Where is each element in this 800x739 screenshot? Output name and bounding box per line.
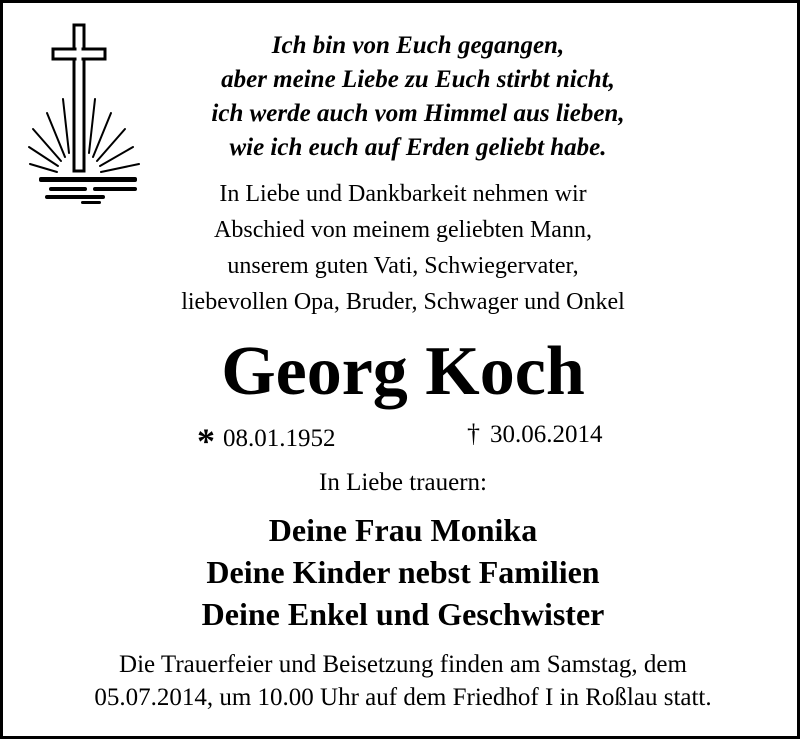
deceased-name: Georg Koch [221,333,585,410]
intro-line: In Liebe und Dankbarkeit nehmen wir [219,181,587,207]
mourners-heading: In Liebe trauern: [319,469,487,496]
birth-star-icon: * [197,421,215,461]
verse-line: aber meine Liebe zu Euch stirbt nicht, [221,66,615,93]
intro-line: unserem guten Vati, Schwiegervater, [227,253,579,279]
intro-text [3,176,800,320]
verse-line: ich werde auch vom Himmel aus lieben, [211,100,625,127]
mourner-line: Deine Frau Monika [268,512,538,548]
life-dates [3,417,800,461]
verse [153,29,683,165]
death-date [467,417,603,452]
verse-line: wie ich euch auf Erden geliebt habe. [229,134,607,161]
intro-line: Abschied von meinem geliebten Mann, [214,217,592,243]
intro-line: liebevollen Opa, Bruder, Schwager und Onkel [181,289,625,315]
mourner-line: Deine Kinder nebst Familien [206,554,600,590]
funeral-details [3,648,800,714]
mourners-list [3,509,800,635]
birth-date-value: 08.01.1952 [223,425,336,452]
birth-date [197,417,336,461]
death-cross-icon: † [467,419,480,448]
mourner-line: Deine Enkel und Geschwister [201,596,605,632]
death-date-value: 30.06.2014 [490,421,603,448]
funeral-line: Die Trauerfeier und Beisetzung finden am Samstag, dem [119,651,687,678]
verse-line: Ich bin von Euch gegangen, [271,32,565,59]
funeral-line: 05.07.2014, um 10.00 Uhr auf dem Friedhof I in Roßlau statt. [94,684,712,711]
